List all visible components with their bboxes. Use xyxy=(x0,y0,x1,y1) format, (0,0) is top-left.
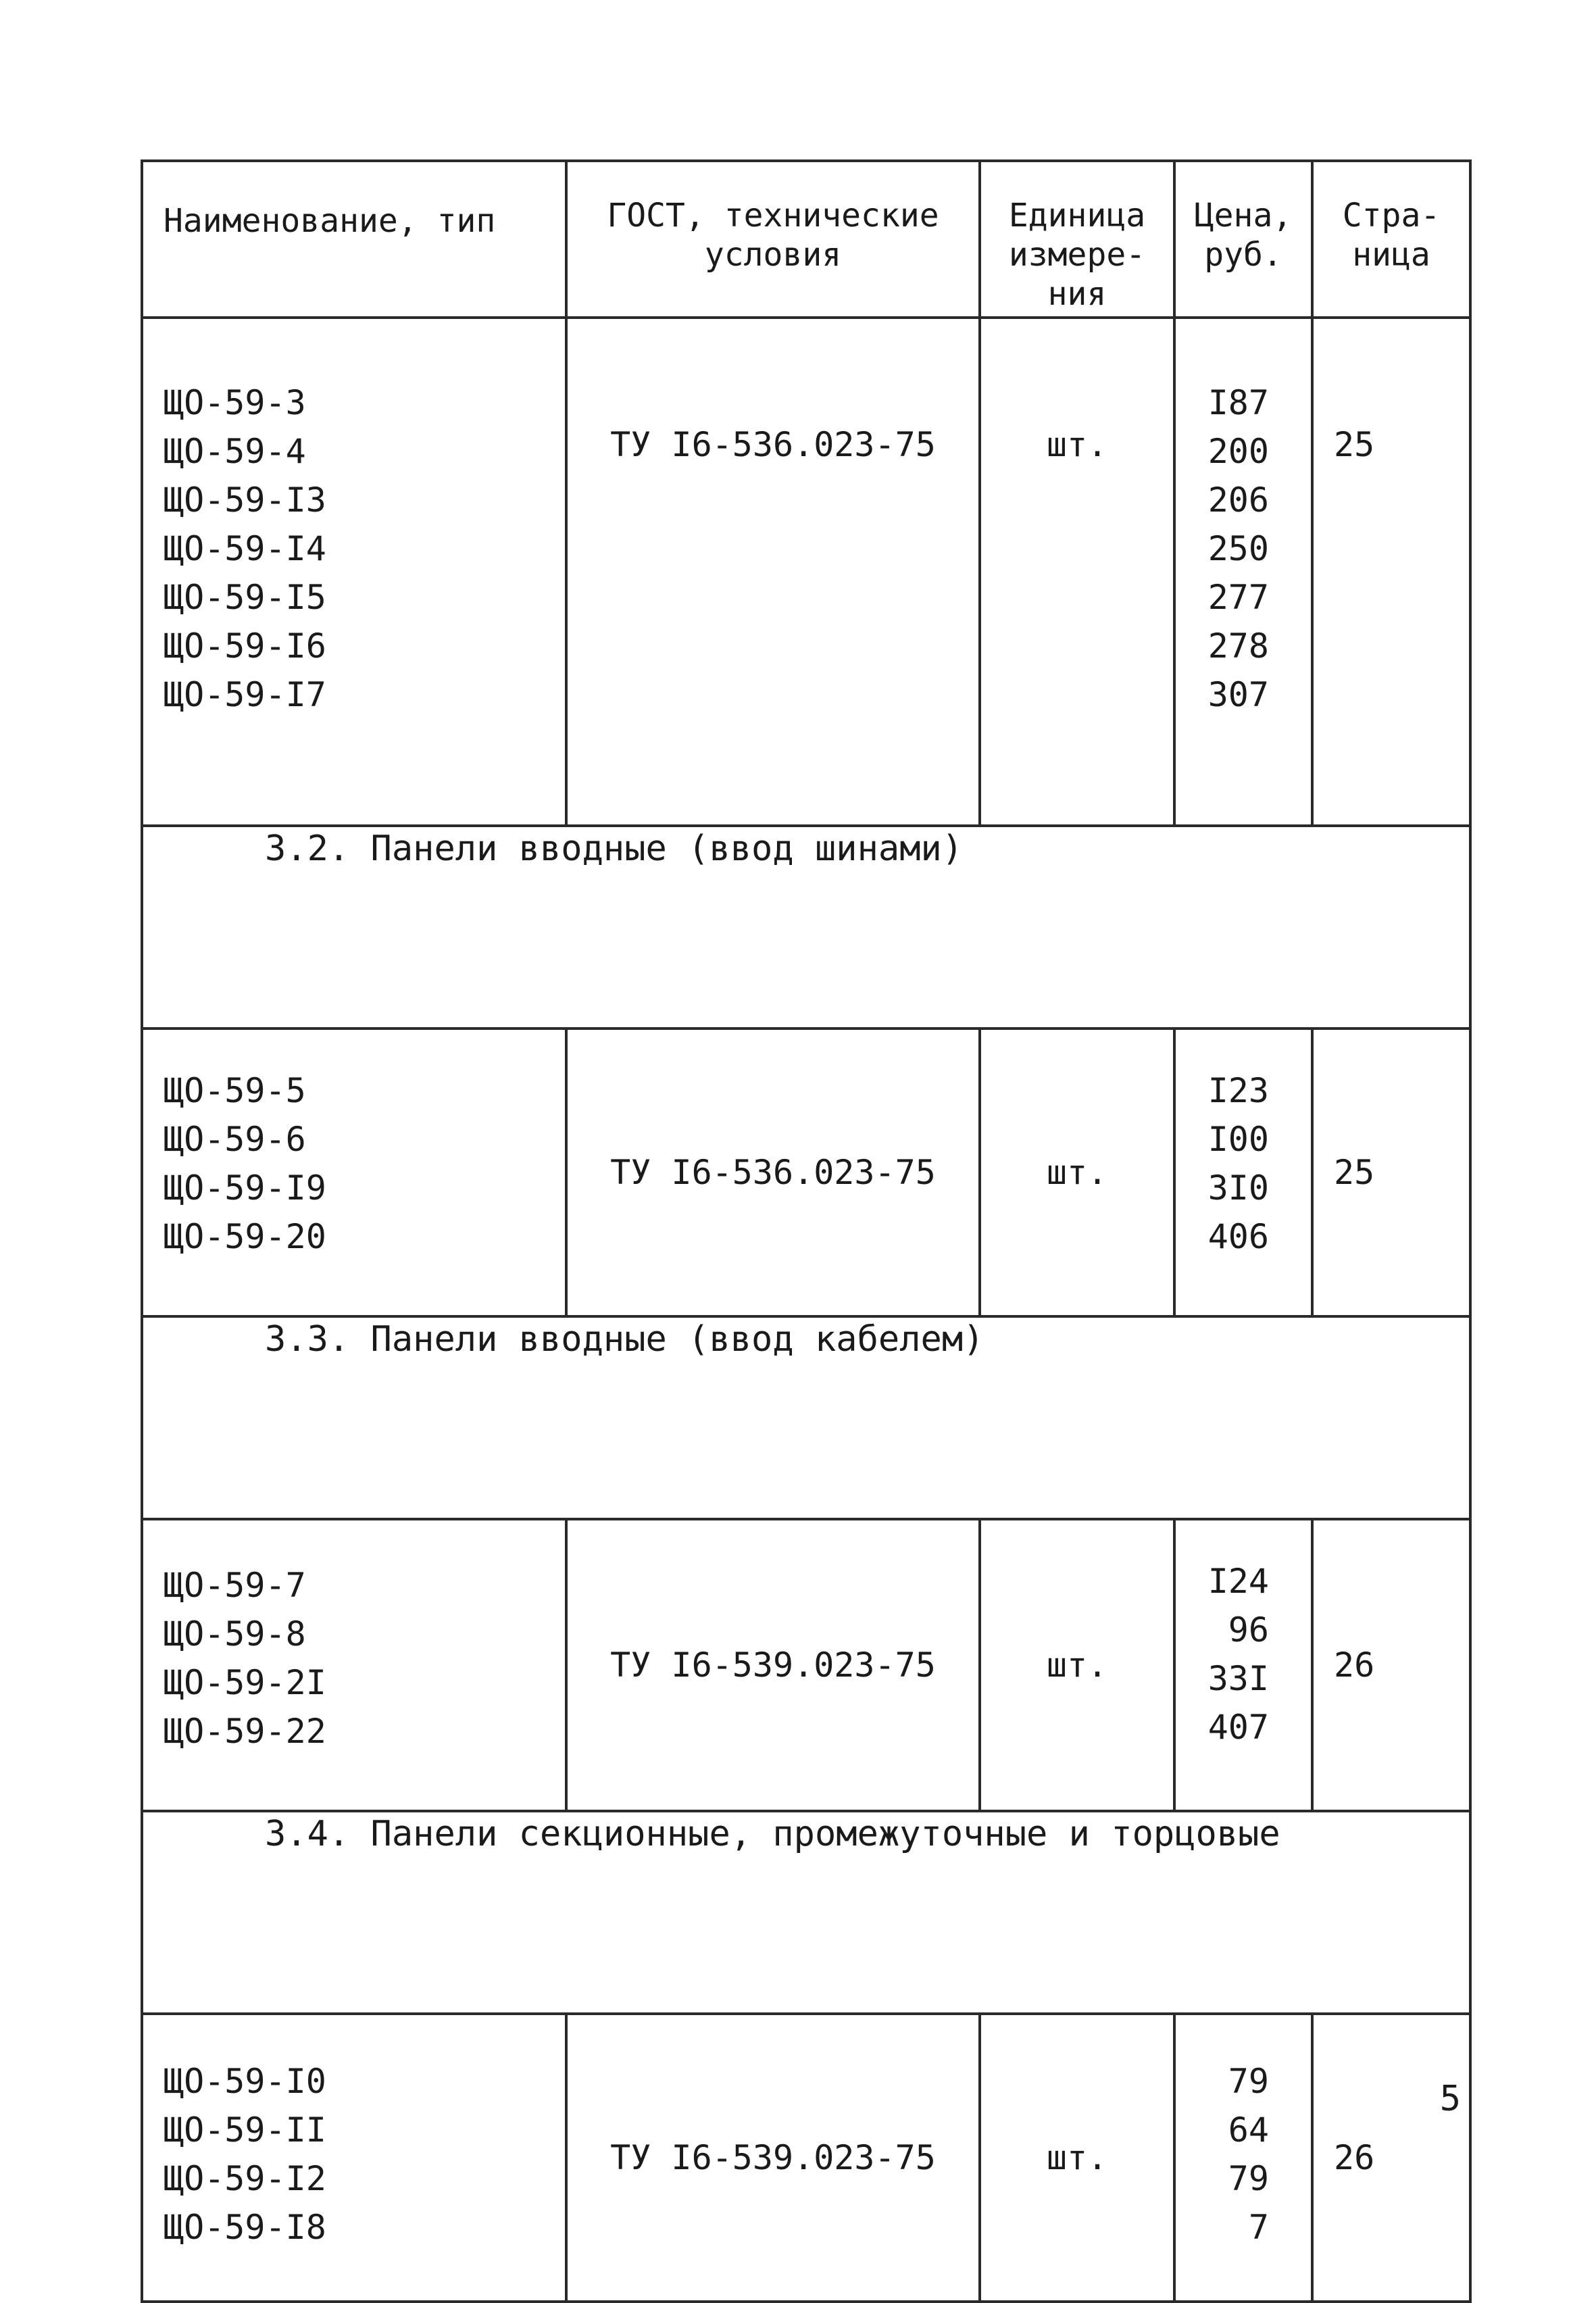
product-name: ЩО-59-I7 xyxy=(164,675,326,714)
header-gost-line1: ГОСТ, технические xyxy=(607,197,939,234)
product-name: ЩО-59-I8 xyxy=(164,2208,326,2247)
product-name: ЩО-59-22 xyxy=(164,1712,326,1751)
product-name: ЩО-59-I2 xyxy=(164,2159,326,2198)
product-name: ЩО-59-3 xyxy=(164,383,306,422)
table-row xyxy=(142,2014,1470,2302)
page-cell: 26 xyxy=(1312,1519,1470,1811)
price-value: 33I xyxy=(1207,1659,1269,1698)
header-unit xyxy=(980,161,1174,318)
header-price-line1: Цена, xyxy=(1194,197,1293,234)
product-names xyxy=(142,318,566,826)
product-name: ЩО-59-20 xyxy=(164,1217,326,1256)
product-name: ЩО-59-II xyxy=(164,2110,326,2150)
header-page-line2: ница xyxy=(1352,236,1430,274)
product-name: ЩО-59-I9 xyxy=(164,1168,326,1208)
product-name: ЩО-59-2I xyxy=(164,1663,326,1702)
price-value: I87 xyxy=(1207,383,1269,422)
header-page-text xyxy=(1314,196,1469,274)
section-heading-cell xyxy=(142,826,1470,1029)
product-name: ЩО-59-4 xyxy=(164,432,306,471)
price-value: 3I0 xyxy=(1207,1168,1269,1208)
product-name: ЩО-59-I6 xyxy=(164,626,326,666)
table-row xyxy=(142,1519,1470,1811)
product-name: ЩО-59-I4 xyxy=(164,529,326,568)
price-value: 96 xyxy=(1228,1610,1269,1650)
header-gost-text xyxy=(568,196,978,274)
price-value: I23 xyxy=(1207,1071,1269,1110)
section-heading-row xyxy=(142,1811,1470,2014)
price-value: 79 xyxy=(1228,2159,1269,2198)
header-unit-text xyxy=(981,196,1173,314)
price-value: 79 xyxy=(1228,2062,1269,2101)
section-heading-cell xyxy=(142,1316,1470,1519)
price-value: I00 xyxy=(1207,1120,1269,1159)
unit-cell: шт. xyxy=(980,318,1174,826)
section-title: 3.3. Панели вводные (ввод кабелем) xyxy=(265,1319,984,1360)
price-value: 278 xyxy=(1207,626,1269,666)
price-value: 407 xyxy=(1207,1708,1269,1747)
header-unit-line3: ния xyxy=(1047,275,1107,313)
header-price-line2: руб. xyxy=(1204,236,1282,274)
unit-cell: шт. xyxy=(980,1519,1174,1811)
spec-cell: ТУ I6-536.023-75 xyxy=(566,318,980,826)
product-name: ЩО-59-8 xyxy=(164,1614,306,1654)
price-value: 406 xyxy=(1207,1217,1269,1256)
price-value: 277 xyxy=(1207,578,1269,617)
header-gost-line2: условия xyxy=(704,236,842,274)
price-value: 200 xyxy=(1207,432,1269,471)
spec-cell: ТУ I6-539.023-75 xyxy=(566,2014,980,2302)
product-names xyxy=(142,1519,566,1811)
price-cell xyxy=(1174,1029,1312,1316)
price-cell xyxy=(1174,318,1312,826)
price-value: 64 xyxy=(1228,2110,1269,2150)
header-unit-line1: Единица xyxy=(1008,197,1146,234)
header-page xyxy=(1312,161,1470,318)
section-title: 3.4. Панели секционные, промежуточные и торцовые xyxy=(265,1814,1280,1854)
section-heading-row xyxy=(142,1316,1470,1519)
page-cell: 25 xyxy=(1312,1029,1470,1316)
product-name: ЩО-59-I3 xyxy=(164,480,326,520)
section-heading-cell xyxy=(142,1811,1470,2014)
price-value: 307 xyxy=(1207,675,1269,714)
page-cell: 25 xyxy=(1312,318,1470,826)
price-value: 7 xyxy=(1248,2208,1269,2247)
product-name: ЩО-59-I0 xyxy=(164,2062,326,2101)
price-value: 206 xyxy=(1207,480,1269,520)
unit-cell: шт. xyxy=(980,2014,1174,2302)
table-row xyxy=(142,318,1470,826)
price-table xyxy=(141,159,1472,2303)
product-name: ЩО-59-6 xyxy=(164,1120,306,1159)
header-price-text xyxy=(1176,196,1311,274)
header-name-text: Наименование, тип xyxy=(164,202,496,240)
product-names xyxy=(142,1029,566,1316)
header-gost xyxy=(566,161,980,318)
price-cell xyxy=(1174,1519,1312,1811)
header-name xyxy=(142,161,566,318)
header-page-line1: Стра- xyxy=(1342,197,1441,234)
table-row xyxy=(142,1029,1470,1316)
spec-cell: ТУ I6-539.023-75 xyxy=(566,1519,980,1811)
price-cell xyxy=(1174,2014,1312,2302)
section-heading-row xyxy=(142,826,1470,1029)
product-name: ЩО-59-7 xyxy=(164,1566,306,1605)
price-value: 250 xyxy=(1207,529,1269,568)
price-value: I24 xyxy=(1207,1562,1269,1601)
product-name: ЩО-59-5 xyxy=(164,1071,306,1110)
header-price xyxy=(1174,161,1312,318)
product-names xyxy=(142,2014,566,2302)
section-title: 3.2. Панели вводные (ввод шинами) xyxy=(265,828,964,869)
unit-cell: шт. xyxy=(980,1029,1174,1316)
table-header-row xyxy=(142,161,1470,318)
header-unit-line2: измере- xyxy=(1008,236,1146,274)
page-number: 5 xyxy=(1439,2079,1461,2119)
spec-cell: ТУ I6-536.023-75 xyxy=(566,1029,980,1316)
product-name: ЩО-59-I5 xyxy=(164,578,326,617)
page-cell: 26 xyxy=(1312,2014,1470,2302)
